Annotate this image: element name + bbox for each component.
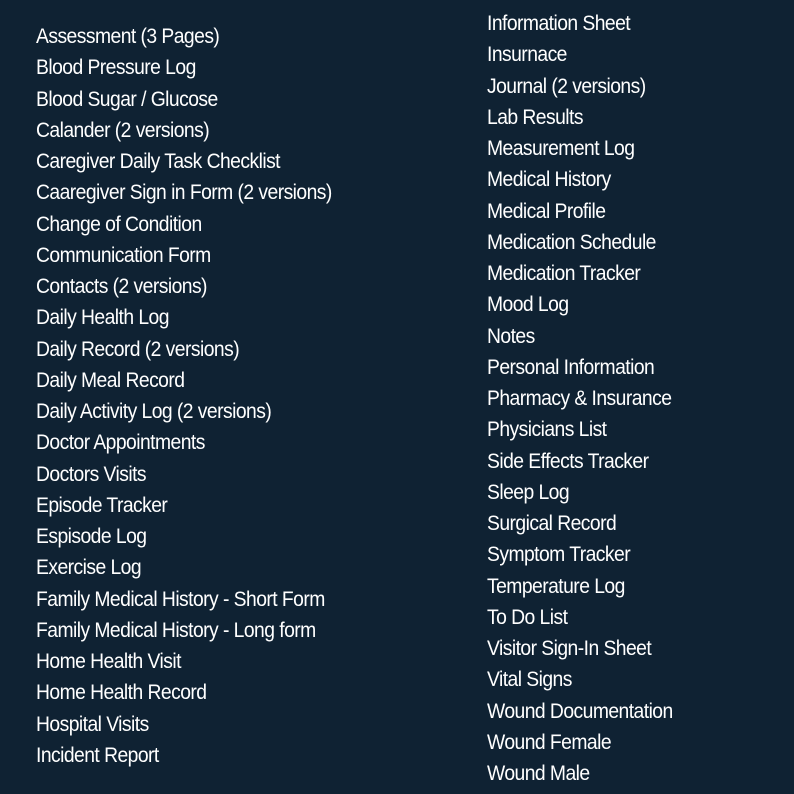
list-item: Caregiver Daily Task Checklist [36,150,280,173]
list-item: Medication Tracker [487,262,641,285]
list-item: Information Sheet [487,12,631,35]
list-item: Wound Male [487,762,590,785]
list-item: Mood Log [487,293,569,317]
list-item: Daily Meal Record [36,368,185,392]
list-item: Wound Female [487,730,612,754]
list-item: To Do List [487,605,568,629]
list-item: Caaregiver Sign in Form (2 versions) [36,181,332,205]
list-item: Exercise Log [36,556,142,580]
list-item: Change of Condition [36,212,202,236]
list-item: Family Medical History - Short Form [36,587,325,611]
list-item: Symptom Tracker [487,543,631,567]
list-item: Physicians List [487,418,607,442]
list-item: Wound Documentation [487,699,673,723]
list-item: Espisode Log [36,525,147,548]
list-item: Journal (2 versions) [487,74,646,98]
list-item: Side Effects Tracker [487,449,649,473]
list-item: Blood Sugar / Glucose [36,87,218,111]
list-item: Contacts (2 versions) [36,275,207,298]
list-item: Medication Schedule [487,230,656,254]
list-item: Episode Tracker [36,493,168,517]
list-item: Lab Results [487,105,583,129]
list-item: Daily Record (2 versions) [36,337,240,361]
list-item: Home Health Record [36,681,207,705]
list-item: Medical Profile [487,199,606,223]
list-item: Insurnace [487,43,567,67]
list-item: Doctor Appointments [36,431,205,455]
list-item: Vital Signs [487,668,572,692]
list-item: Personal Information [487,355,655,379]
list-item: Daily Health Log [36,306,169,330]
list-item: Daily Activity Log (2 versions) [36,400,272,423]
list-item: Incident Report [36,743,159,767]
list-item: Visitor Sign-In Sheet [487,637,652,660]
list-item: Doctors Visits [36,462,147,486]
list-item: Sleep Log [487,480,570,504]
list-item: Temperature Log [487,574,625,598]
list-item: Medical History [487,168,611,192]
list-item: Notes [487,324,535,348]
left-column-list [36,21,358,771]
right-column-list [487,8,689,789]
list-item: Home Health Visit [36,650,181,673]
list-item: Blood Pressure Log [36,56,196,80]
list-item: Measurement Log [487,137,635,160]
list-item: Hospital Visits [36,712,149,736]
list-item: Assessment (3 Pages) [36,25,220,48]
list-item: Communication Form [36,243,211,267]
list-item: Pharmacy & Insurance [487,387,672,410]
list-item: Surgical Record [487,512,617,535]
list-item: Calander (2 versions) [36,118,210,142]
list-item: Family Medical History - Long form [36,618,316,642]
